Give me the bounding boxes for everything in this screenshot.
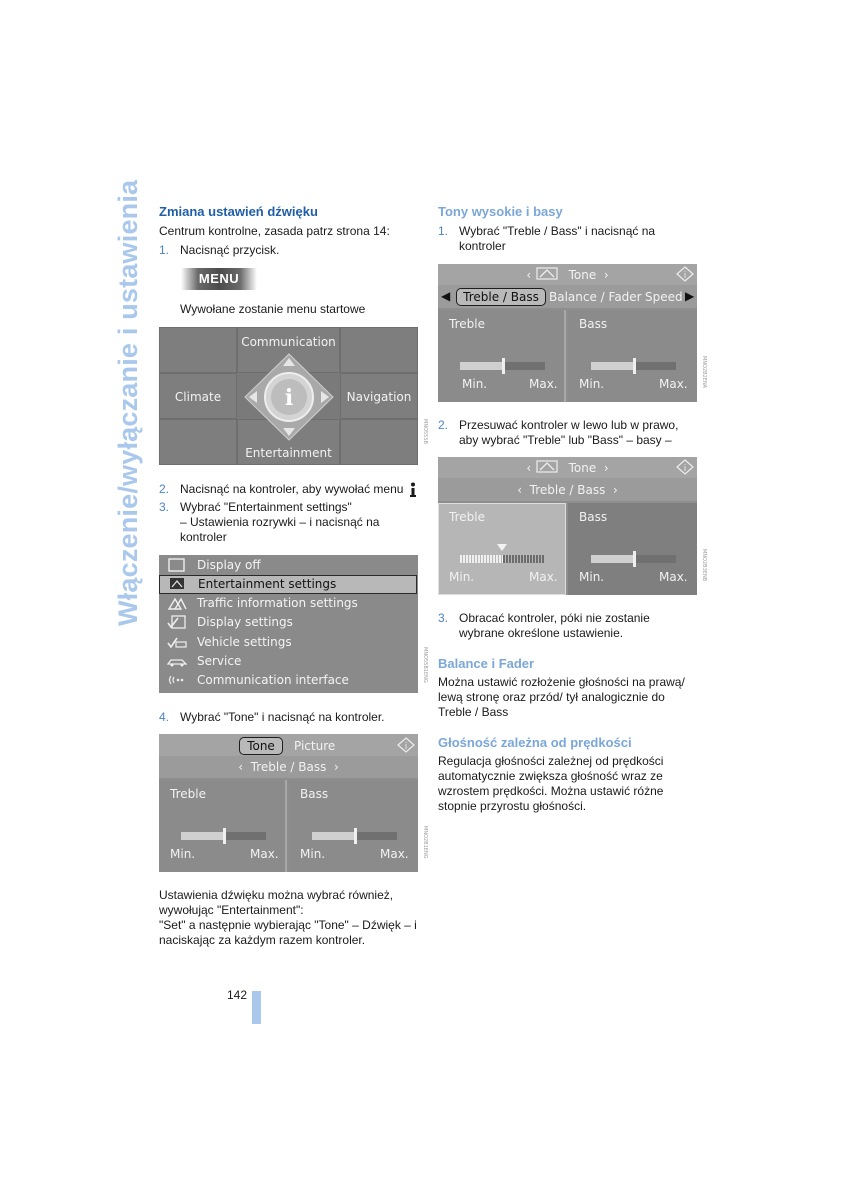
right-step-3-line-2: wybrane określone ustawienie. — [459, 626, 624, 640]
bass-slider-knob[interactable] — [633, 358, 636, 374]
note-line-1: Ustawienia dźwięku można wybrać również, — [159, 888, 394, 902]
settings-list-screen — [159, 555, 418, 693]
vehicle-settings-icon — [167, 635, 187, 650]
right-arrow-icon: › — [605, 483, 618, 497]
speed-volume-line-4: stopnie przyrostu głośności. — [438, 799, 587, 813]
start-menu-screen — [159, 327, 418, 465]
list-item-label: Service — [197, 654, 242, 668]
list-item[interactable] — [159, 594, 417, 613]
menu-navigation[interactable]: Navigation — [346, 390, 412, 404]
min-label: Min. — [170, 847, 196, 861]
step-number: 1. — [159, 243, 170, 257]
bass-slider-knob[interactable] — [354, 828, 357, 844]
communication-icon — [167, 673, 187, 688]
marker-triangle-icon — [496, 543, 508, 552]
service-icon — [167, 654, 187, 669]
section-heading-treble-bass: Tony wysokie i basy — [438, 204, 563, 219]
menu-cell — [159, 327, 237, 373]
menu-entertainment[interactable]: Entertainment — [245, 446, 332, 460]
min-label: Min. — [579, 377, 605, 391]
page-number: 142 — [227, 988, 248, 1002]
list-item[interactable] — [159, 633, 417, 652]
bass-label: Bass — [579, 317, 608, 331]
treble-label: Treble — [449, 317, 485, 331]
treble-slider-knob[interactable] — [223, 828, 226, 844]
speed-volume-line-2: automatycznie zwiększa głośność wraz ze — [438, 769, 663, 783]
speed-volume-line-1: Regulacja głośności zależnej od prędkości — [438, 754, 664, 768]
entertainment-icon — [535, 460, 561, 473]
treble-slider-fill — [181, 832, 224, 840]
max-label: Max. — [659, 377, 688, 391]
right-step-2 — [438, 418, 678, 434]
info-icon — [409, 482, 417, 498]
tab-tone[interactable]: Tone — [239, 737, 283, 755]
display-off-icon — [167, 558, 187, 573]
display-settings-icon — [167, 615, 187, 630]
intro-text: Centrum kontrolne, zasada patrz strona 14: — [159, 224, 390, 238]
scroll-right-icon[interactable]: ▶ — [685, 289, 695, 303]
speed-volume-line-3: wzrostem prędkości. Można ustawić różne — [438, 784, 664, 798]
treble-bass-label: Treble / Bass — [529, 483, 606, 497]
controller-diamond-icon — [243, 352, 335, 442]
section-heading-speed-volume: Głośność zależna od prędkości — [438, 735, 632, 750]
treble-slider-knob[interactable] — [502, 358, 505, 374]
list-item[interactable] — [159, 613, 417, 632]
bass-slider-fill — [591, 362, 634, 370]
step-text: Obracać kontroler, póki nie zostanie — [459, 611, 650, 625]
treble-slider-remaining — [503, 555, 545, 563]
min-label: Min. — [449, 570, 475, 584]
left-arrow-icon: ‹ — [526, 461, 535, 475]
tab-speed[interactable]: Speed — [645, 290, 683, 304]
page-marker-bar — [252, 991, 261, 1024]
treble-bass-label: Treble / Bass — [250, 760, 327, 774]
figure-code: MNO2B1ENG — [422, 826, 428, 859]
diamond-nav-icon — [676, 459, 694, 475]
right-arrow-icon: › — [596, 461, 609, 475]
list-item[interactable] — [159, 671, 417, 690]
bass-slider-fill — [312, 832, 355, 840]
list-item[interactable] — [159, 556, 417, 575]
note-line-4: naciskając za każdym razem kontroler. — [159, 933, 366, 947]
after-menu-text: Wywołane zostanie menu startowe — [180, 302, 366, 316]
treble-label: Treble — [170, 787, 206, 801]
tone-screen — [159, 734, 418, 872]
scroll-left-icon[interactable]: ◀ — [441, 289, 451, 303]
menu-communication[interactable]: Communication — [241, 335, 336, 349]
tab-picture[interactable]: Picture — [294, 739, 336, 753]
tab-bar — [159, 734, 418, 756]
step-number: 4. — [159, 710, 170, 724]
step-number: 3. — [438, 611, 449, 625]
list-item-selected[interactable] — [159, 575, 417, 594]
left-arrow-icon: ‹ — [526, 268, 535, 282]
balance-line-2: lewą stronę oraz przód/ tył analogicznie do — [438, 690, 665, 704]
min-label: Min. — [300, 847, 326, 861]
step-number: 2. — [438, 418, 449, 432]
step-number: 2. — [159, 482, 170, 496]
list-item-label: Vehicle settings — [197, 635, 292, 649]
list-item-label: Display off — [197, 558, 261, 572]
step-number: 1. — [438, 224, 449, 238]
list-item-label: Traffic information settings — [197, 596, 358, 610]
treble-slider-fill — [460, 362, 503, 370]
diamond-nav-icon — [676, 266, 694, 282]
step-4 — [159, 710, 385, 726]
menu-button[interactable] — [181, 268, 257, 290]
step-2 — [159, 482, 403, 498]
svg-text:i: i — [683, 271, 687, 281]
figure-code: MNO55SB — [422, 419, 428, 444]
list-item[interactable] — [159, 652, 417, 671]
step-number: 3. — [159, 500, 170, 514]
balance-line-1: Można ustawić rozłożenie głośności na prawą/ — [438, 675, 685, 689]
top-bar-label — [438, 267, 697, 282]
entertainment-icon — [168, 577, 188, 592]
list-item-label: Display settings — [197, 615, 293, 629]
min-label: Min. — [462, 377, 488, 391]
min-label: Min. — [579, 570, 605, 584]
bass-slider-fill — [591, 555, 634, 563]
right-arrow-icon: › — [326, 760, 339, 774]
tone-label: Tone — [568, 268, 597, 282]
traffic-icon — [167, 596, 187, 611]
treble-selected-screen — [438, 457, 697, 595]
chapter-side-title: Włączenie/wyłączanie i ustawienia — [113, 179, 143, 626]
right-step-1-line-2: kontroler — [459, 239, 506, 253]
section-heading-balance-fader: Balance i Fader — [438, 656, 535, 671]
max-label: Max. — [659, 570, 688, 584]
tab-treble-bass[interactable]: Treble / Bass — [456, 288, 546, 306]
step-text: Nacisnąć przycisk. — [180, 243, 280, 257]
left-arrow-icon: ‹ — [517, 483, 530, 497]
step-text: Wybrać "Entertainment settings" — [180, 500, 352, 514]
sub-bar-label — [438, 483, 697, 497]
max-label: Max. — [529, 570, 558, 584]
step-1 — [159, 243, 279, 259]
figure-code: MNO55B1ENG — [422, 647, 428, 683]
entertainment-icon — [535, 267, 561, 280]
step-3 — [159, 500, 352, 516]
bass-slider-knob[interactable] — [633, 551, 636, 567]
max-label: Max. — [250, 847, 279, 861]
step-text: Wybrać "Treble / Bass" i nacisnąć na — [459, 224, 656, 238]
step-text: Nacisnąć na kontroler, aby wywołać menu — [180, 482, 404, 496]
svg-text:i: i — [284, 385, 294, 411]
menu-climate[interactable]: Climate — [174, 390, 222, 404]
bass-label: Bass — [579, 510, 608, 524]
figure-code: MNO2B2ENA — [701, 356, 707, 389]
right-step-2-line-2: aby wybrać "Treble" lub "Bass" – basy – — [459, 433, 672, 447]
tone-label: Tone — [568, 461, 597, 475]
right-step-3 — [438, 611, 650, 627]
treble-label: Treble — [449, 510, 485, 524]
sub-bar-label — [159, 760, 418, 774]
diamond-nav-icon — [397, 737, 415, 753]
section-heading: Zmiana ustawień dźwięku — [159, 204, 318, 219]
max-label: Max. — [380, 847, 409, 861]
right-step-1 — [438, 224, 655, 240]
menu-cell — [340, 327, 418, 373]
tab-balance-fader[interactable]: Balance / Fader — [549, 290, 642, 304]
bass-label: Bass — [300, 787, 329, 801]
svg-text:i: i — [683, 464, 687, 474]
step-3-line-2: – Ustawienia rozrywki – i nacisnąć na — [180, 515, 380, 529]
note-line-3: "Set" a następnie wybierając "Tone" – Dźwięk – i — [159, 918, 417, 932]
top-bar-label — [438, 460, 697, 475]
svg-text:i: i — [404, 742, 408, 752]
menu-button-label: MENU — [198, 271, 240, 286]
balance-line-3: Treble / Bass — [438, 705, 509, 719]
step-3-line-3: kontroler — [180, 530, 227, 544]
treble-bass-tab-screen — [438, 264, 697, 402]
list-item-label: Communication interface — [197, 673, 349, 687]
list-item-label: Entertainment settings — [198, 577, 337, 591]
step-text: Przesuwać kontroler w lewo lub w prawo, — [459, 418, 679, 432]
figure-code: MNO2B3ENB — [701, 549, 707, 582]
right-arrow-icon: › — [596, 268, 609, 282]
max-label: Max. — [529, 377, 558, 391]
step-text: Wybrać "Tone" i nacisnąć na kontroler. — [180, 710, 385, 724]
note-line-2: wywołując "Entertainment": — [159, 903, 304, 917]
left-arrow-icon: ‹ — [238, 760, 251, 774]
